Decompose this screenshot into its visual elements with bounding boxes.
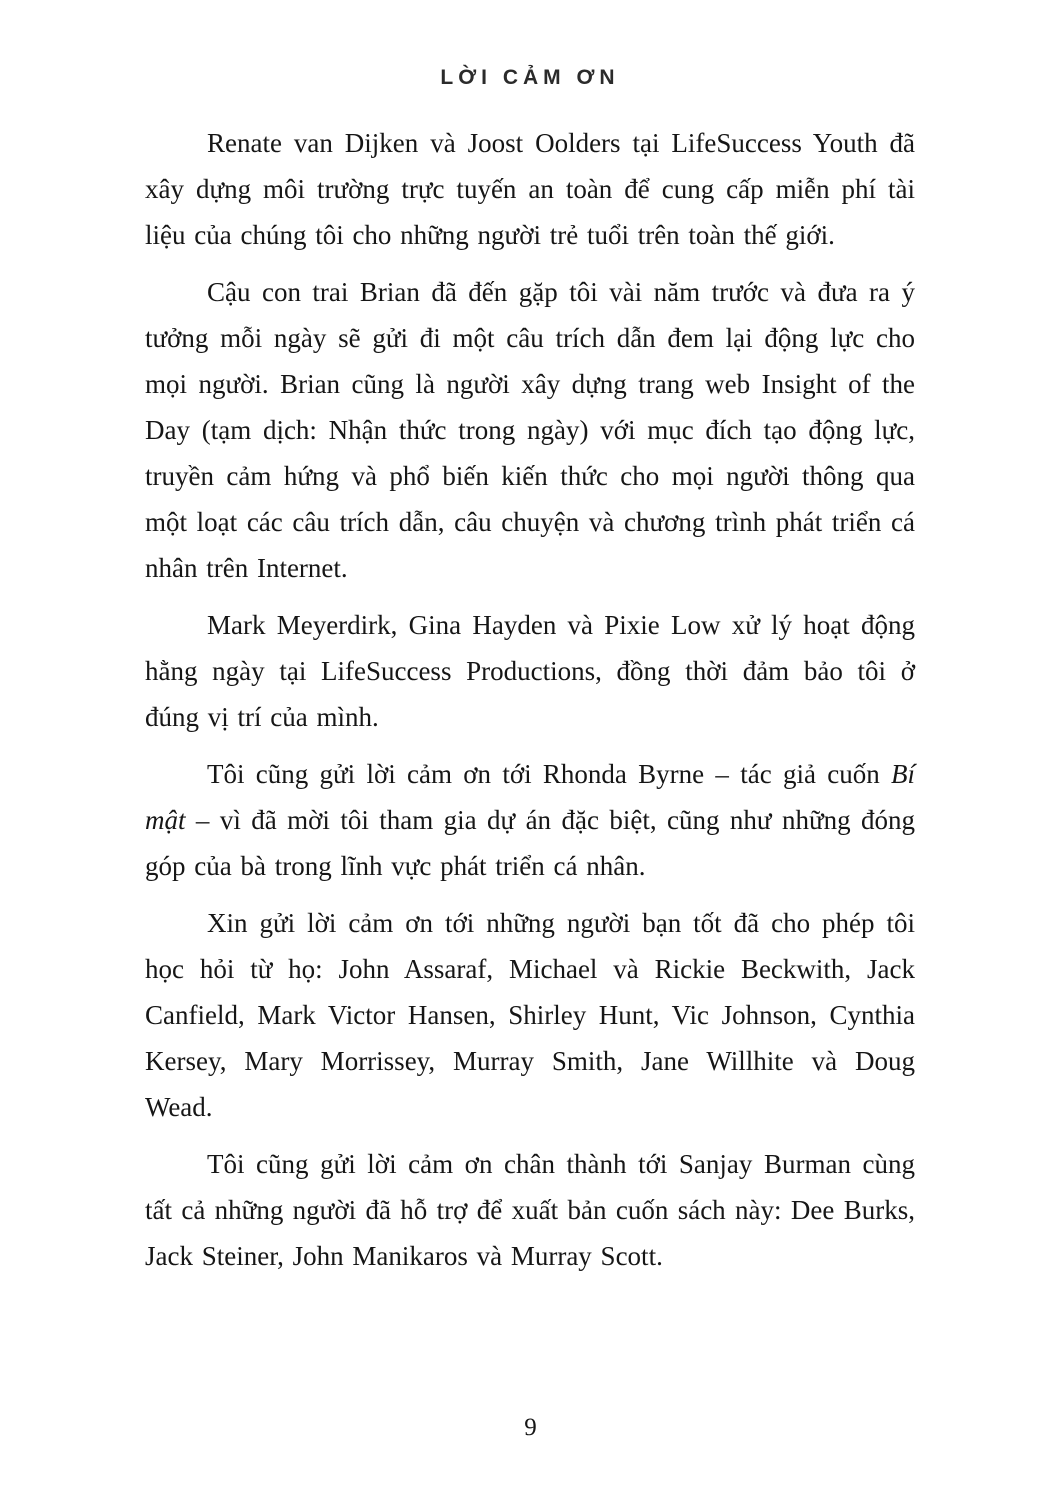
text-run: Cậu con trai Brian đã đến gặp tôi vài năm trước và đưa ra ý tưởng mỗi ngày sẽ gửi đi một câu trích dẫn đem lại động lực cho mọi người. Brian cũng là người xây dựng trang web Insight of the Day (tạm dịch: Nhận thức trong ngày) với mục đích tạo động lực, truyền cảm hứng và phổ biến kiến thức cho mọi người thông qua một loạt các câu trích dẫn, câu chuyện và chương trình phát triển cá nhân trên Internet. [145, 277, 915, 583]
text-run: Mark Meyerdirk, Gina Hayden và Pixie Low xử lý hoạt động hằng ngày tại LifeSuccess Productions, đồng thời đảm bảo tôi ở đúng vị trí của mình. [145, 610, 915, 732]
text-run: Tôi cũng gửi lời cảm ơn chân thành tới Sanjay Burman cùng tất cả những người đã hỗ trợ để xuất bản cuốn sách này: Dee Burks, Jack Steiner, John Manikaros và Murray Scott. [145, 1149, 915, 1271]
italic-text-run: Bí mật [145, 759, 915, 835]
paragraph [145, 602, 915, 740]
chapter-header: LỜI CẢM ƠN [440, 66, 620, 89]
paragraph [145, 900, 915, 1130]
paragraph [145, 120, 915, 258]
text-run: Xin gửi lời cảm ơn tới những người bạn tốt đã cho phép tôi học hỏi từ họ: John Assaraf, Michael và Rickie Beckwith, Jack Canfield, Mark Victor Hansen, Shirley Hunt, Vic Johnson, Cynthia Kersey, Mary Morrissey, Murray Smith, Jane Willhite và Doug Wead. [145, 908, 915, 1122]
paragraph [145, 1141, 915, 1279]
text-run: Tôi cũng gửi lời cảm ơn tới Rhonda Byrne – tác giả cuốn [207, 759, 891, 789]
paragraph [145, 269, 915, 591]
body-text [145, 120, 915, 1279]
text-run: – vì đã mời tôi tham gia dự án đặc biệt, cũng như những đóng góp của bà trong lĩnh vực phát triển cá nhân. [145, 805, 915, 881]
text-run: Renate van Dijken và Joost Oolders tại LifeSuccess Youth đã xây dựng môi trường trực tuyến an toàn để cung cấp miễn phí tài liệu của chúng tôi cho những người trẻ tuổi trên toàn thế giới. [145, 128, 915, 250]
page-number: 9 [524, 1414, 537, 1441]
paragraph [145, 751, 915, 889]
